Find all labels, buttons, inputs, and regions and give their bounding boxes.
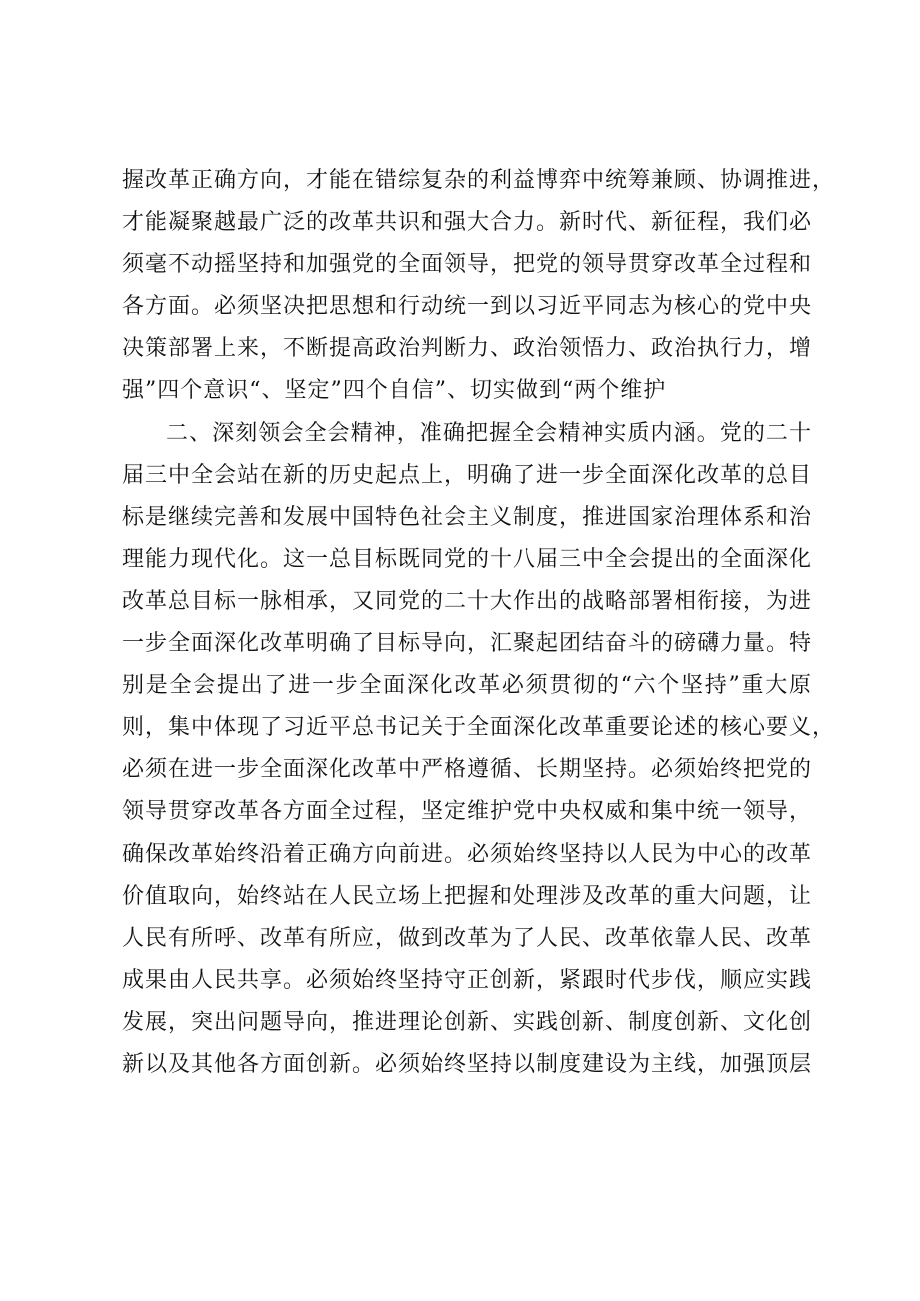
paragraph-2-line: 新以及其他各方面创新。必须始终坚持以制度建设为主线，加强顶层 (122, 1051, 813, 1077)
paragraph-1-line: 强”四个意识“、坚定”四个自信”、切实做到“两个维护 (122, 378, 667, 404)
paragraph-2-line: 发展，突出问题导向，推进理论创新、实践创新、制度创新、文化创 (122, 1009, 813, 1035)
paragraph-2-line: 届三中全会站在新的历史起点上，明确了进一步全面深化改革的总目 (122, 462, 813, 488)
paragraph-1-line: 决策部署上来，不断提高政治判断力、政治领悟力、政治执行力，增 (122, 336, 813, 362)
paragraph-2-line: 一步全面深化改革明确了目标导向，汇聚起团结奋斗的磅礴力量。特 (122, 631, 813, 657)
paragraph-2-line: 别是全会提出了进一步全面深化改革必须贯彻的“六个坚持”重大原 (122, 673, 812, 699)
paragraph-2-line: 改革总目标一脉相承，又同党的二十大作出的战略部署相衔接，为进 (122, 588, 813, 614)
paragraph-2-line: 必须在进一步全面深化改革中严格遵循、长期坚持。必须始终把党的 (122, 757, 813, 783)
paragraph-2-line: 成果由人民共享。必须始终坚持守正创新，紧跟时代步伐，顺应实践 (122, 967, 813, 993)
paragraph-2-line: 价值取向，始终站在人民立场上把握和处理涉及改革的重大问题，让 (122, 883, 813, 909)
paragraph-2-line: 理能力现代化。这一总目标既同党的十八届三中全会提出的全面深化 (122, 546, 813, 572)
paragraph-1-line: 各方面。必须坚决把思想和行动统一到以习近平同志为核心的党中央 (122, 294, 813, 320)
paragraph-1-line: 握改革正确方向，才能在错综复杂的利益博弈中统筹兼顾、协调推进， (122, 168, 836, 193)
document-body (122, 160, 836, 1086)
paragraph-2-line: 二、深刻领会全会精神，准确把握全会精神实质内涵。党的二十 (166, 420, 812, 446)
paragraph-2-line: 领导贯穿改革各方面全过程，坚定维护党中央权威和集中统一领导， (122, 799, 813, 825)
paragraph-2 (122, 413, 836, 1087)
paragraph-1 (122, 160, 836, 413)
paragraph-1-line: 须毫不动摇坚持和加强党的全面领导，把党的领导贯穿改革全过程和 (122, 252, 813, 278)
paragraph-2-line: 人民有所呼、改革有所应，做到改革为了人民、改革依靠人民、改革 (122, 925, 813, 951)
paragraph-1-line: 才能凝聚越最广泛的改革共识和强大合力。新时代、新征程，我们必 (122, 210, 813, 236)
paragraph-2-line: 则，集中体现了习近平总书记关于全面深化改革重要论述的核心要义， (122, 715, 836, 741)
paragraph-2-line: 标是继续完善和发展中国特色社会主义制度，推进国家治理体系和治 (122, 504, 813, 530)
paragraph-2-line: 确保改革始终沿着正确方向前进。必须始终坚持以人民为中心的改革 (122, 841, 813, 867)
